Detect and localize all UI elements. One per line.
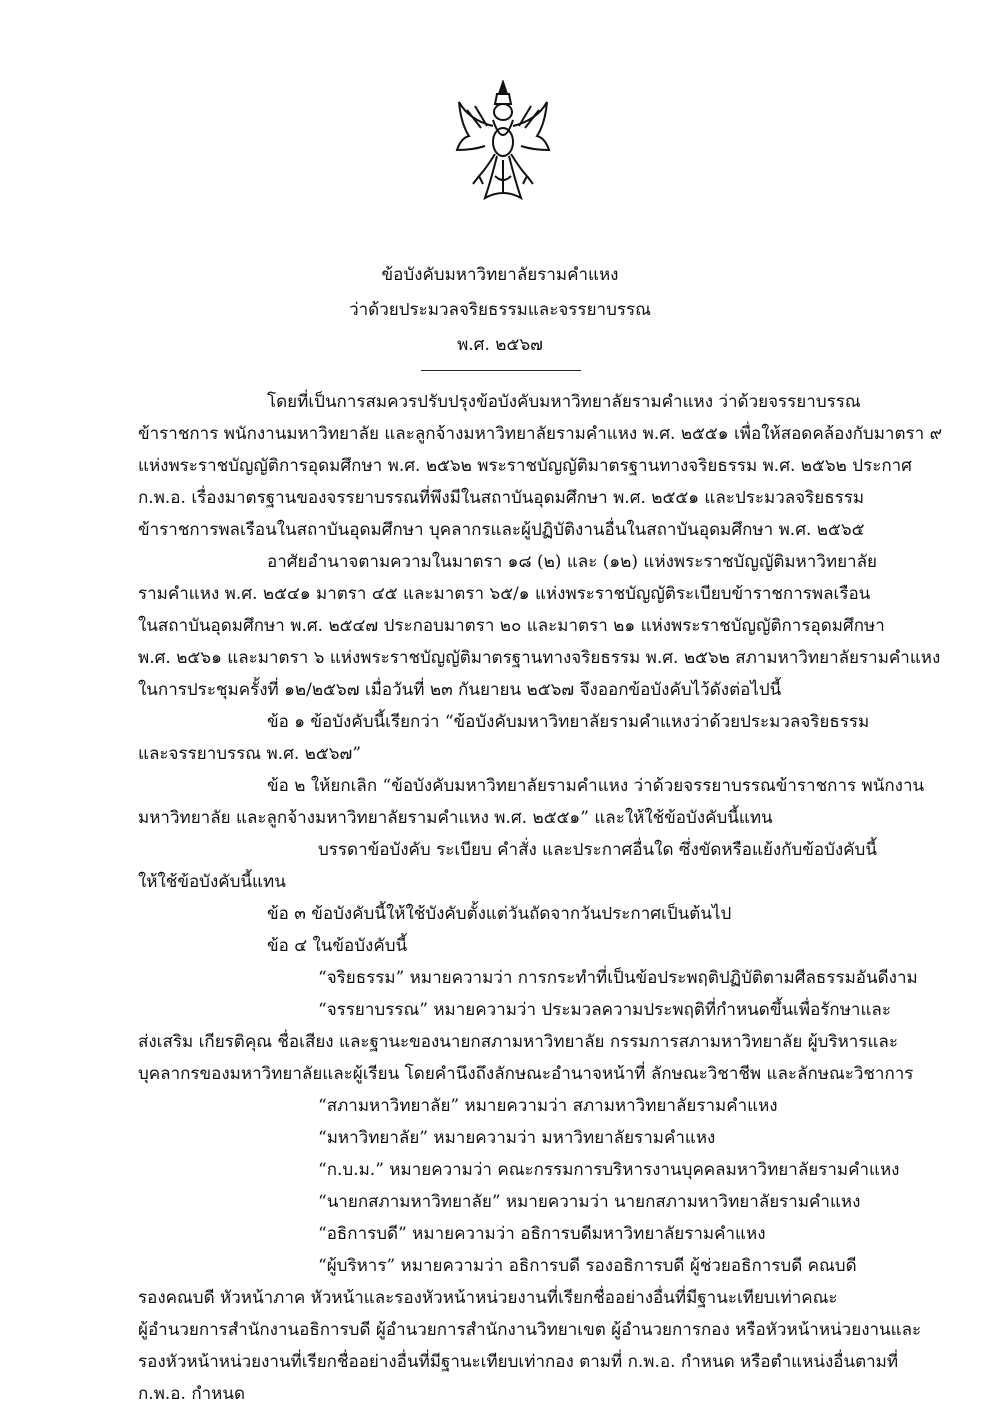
body-line: ข้อ ๒ ให้ยกเลิก “ข้อบังคับมหาวิทยาลัยรามคำแหง ว่าด้วยจรรยาบรรณข้าราชการ พนักงาน xyxy=(267,776,925,796)
document-year: พ.ศ. ๒๕๖๗ xyxy=(457,335,543,355)
body-line: และจรรยาบรรณ พ.ศ. ๒๕๖๗” xyxy=(138,744,362,764)
body-line: ก.พ.อ. กำหนด xyxy=(138,1384,246,1404)
body-line: “ผู้บริหาร” หมายความว่า อธิการบดี รองอธิการบดี ผู้ช่วยอธิการบดี คณบดี xyxy=(318,1256,857,1276)
body-line: โดยที่เป็นการสมควรปรับปรุงข้อบังคับมหาวิทยาลัยรามคำแหง ว่าด้วยจรรยาบรรณ xyxy=(267,392,861,412)
body-line: ให้ใช้ข้อบังคับนี้แทน xyxy=(138,872,286,892)
body-line: ในสถาบันอุดมศึกษา พ.ศ. ๒๕๔๗ ประกอบมาตรา ๒๐ และมาตรา ๒๑ แห่งพระราชบัญญัติการอุดมศึกษา xyxy=(138,616,885,636)
body-line: ข้าราชการ พนักงานมหาวิทยาลัย และลูกจ้างมหาวิทยาลัยรามคำแหง พ.ศ. ๒๕๕๑ เพื่อให้สอดคล้องกับมาตรา ๙ xyxy=(138,424,943,444)
body-line: ข้าราชการพลเรือนในสถาบันอุดมศึกษา บุคลากรและผู้ปฏิบัติงานอื่นในสถาบันอุดมศึกษา พ.ศ. ๒๕๖๕ xyxy=(138,520,865,540)
body-line: ในการประชุมครั้งที่ ๑๒/๒๕๖๗ เมื่อวันที่ ๒๓ กันยายน ๒๕๖๗ จึงออกข้อบังคับไว้ดังต่อไปนี้ xyxy=(138,680,782,700)
body-line: “นายกสภามหาวิทยาลัย” หมายความว่า นายกสภามหาวิทยาลัยรามคำแหง xyxy=(318,1192,861,1212)
body-line: “สภามหาวิทยาลัย” หมายความว่า สภามหาวิทยาลัยรามคำแหง xyxy=(318,1096,778,1116)
body-line: แห่งพระราชบัญญัติการอุดมศึกษา พ.ศ. ๒๕๖๒ พระราชบัญญัติมาตรฐานทางจริยธรรม พ.ศ. ๒๕๖๒ ประกาศ xyxy=(138,456,912,476)
body-line: รองหัวหน้าหน่วยงานที่เรียกชื่ออย่างอื่นที่มีฐานะเทียบเท่ากอง ตามที่ ก.พ.อ. กำหนด หรือตำแหน่งอื่นตามที่ xyxy=(138,1352,899,1372)
body-line: พ.ศ. ๒๕๖๑ และมาตรา ๖ แห่งพระราชบัญญัติมาตรฐานทางจริยธรรม พ.ศ. ๒๕๖๒ สภามหาวิทยาลัยรามคำแหง xyxy=(138,648,941,668)
body-line: “จริยธรรม” หมายความว่า การกระทำที่เป็นข้อประพฤติปฏิบัติตามศีลธรรมอันดีงาม xyxy=(318,968,918,988)
document-title: ข้อบังคับมหาวิทยาลัยรามคำแหง xyxy=(381,265,619,285)
body-line: อาศัยอำนาจตามความในมาตรา ๑๘ (๒) และ (๑๒) แห่งพระราชบัญญัติมหาวิทยาลัย xyxy=(267,552,877,572)
body-line: “มหาวิทยาลัย” หมายความว่า มหาวิทยาลัยรามคำแหง xyxy=(318,1128,716,1148)
title-divider xyxy=(421,370,581,371)
body-line: ข้อ ๔ ในข้อบังคับนี้ xyxy=(267,936,408,956)
body-line: บุคลากรของมหาวิทยาลัยและผู้เรียน โดยคำนึงถึงลักษณะอำนาจหน้าที่ ลักษณะวิชาชีพ และลักษณะวิชาการ xyxy=(138,1064,914,1084)
body-line: รองคณบดี หัวหน้าภาค หัวหน้าและรองหัวหน้าหน่วยงานที่เรียกชื่ออย่างอื่นที่มีฐานะเทียบเท่าคณะ xyxy=(138,1288,838,1308)
body-line: ก.พ.อ. เรื่องมาตรฐานของจรรยาบรรณที่พึงมีในสถาบันอุดมศึกษา พ.ศ. ๒๕๕๑ และประมวลจริยธรรม xyxy=(138,488,865,508)
body-line: ข้อ ๓ ข้อบังคับนี้ให้ใช้บังคับตั้งแต่วันถัดจากวันประกาศเป็นต้นไป xyxy=(267,904,732,924)
body-line: ส่งเสริม เกียรติคุณ ชื่อเสียง และฐานะของนายกสภามหาวิทยาลัย กรรมการสภามหาวิทยาลัย ผู้บริหารและ xyxy=(138,1032,898,1052)
body-line: มหาวิทยาลัย และลูกจ้างมหาวิทยาลัยรามคำแหง พ.ศ. ๒๕๕๑” และให้ใช้ข้อบังคับนี้แทน xyxy=(138,808,773,828)
body-line: “อธิการบดี” หมายความว่า อธิการบดีมหาวิทยาลัยรามคำแหง xyxy=(318,1224,766,1244)
document-subtitle: ว่าด้วยประมวลจริยธรรมและจรรยาบรรณ xyxy=(349,300,651,320)
body-line: ข้อ ๑ ข้อบังคับนี้เรียกว่า “ข้อบังคับมหาวิทยาลัยรามคำแหงว่าด้วยประมวลจริยธรรม xyxy=(267,712,870,732)
body-line: รามคำแหง พ.ศ. ๒๕๔๑ มาตรา ๔๕ และมาตรา ๖๕/๑ แห่งพระราชบัญญัติระเบียบข้าราชการพลเรือน xyxy=(138,584,871,604)
body-line: ผู้อำนวยการสำนักงานอธิการบดี ผู้อำนวยการสำนักงานวิทยาเขต ผู้อำนวยการกอง หรือหัวหน้าหน่วยงานและ xyxy=(138,1320,922,1340)
body-line: บรรดาข้อบังคับ ระเบียบ คำสั่ง และประกาศอื่นใด ซึ่งขัดหรือแย้งกับข้อบังคับนี้ xyxy=(318,840,877,860)
garuda-emblem-icon xyxy=(455,80,551,210)
body-line: “ก.บ.ม.” หมายความว่า คณะกรรมการบริหารงานบุคคลมหาวิทยาลัยรามคำแหง xyxy=(318,1160,900,1180)
body-line: “จรรยาบรรณ” หมายความว่า ประมวลความประพฤติที่กำหนดขึ้นเพื่อรักษาและ xyxy=(318,1000,891,1020)
